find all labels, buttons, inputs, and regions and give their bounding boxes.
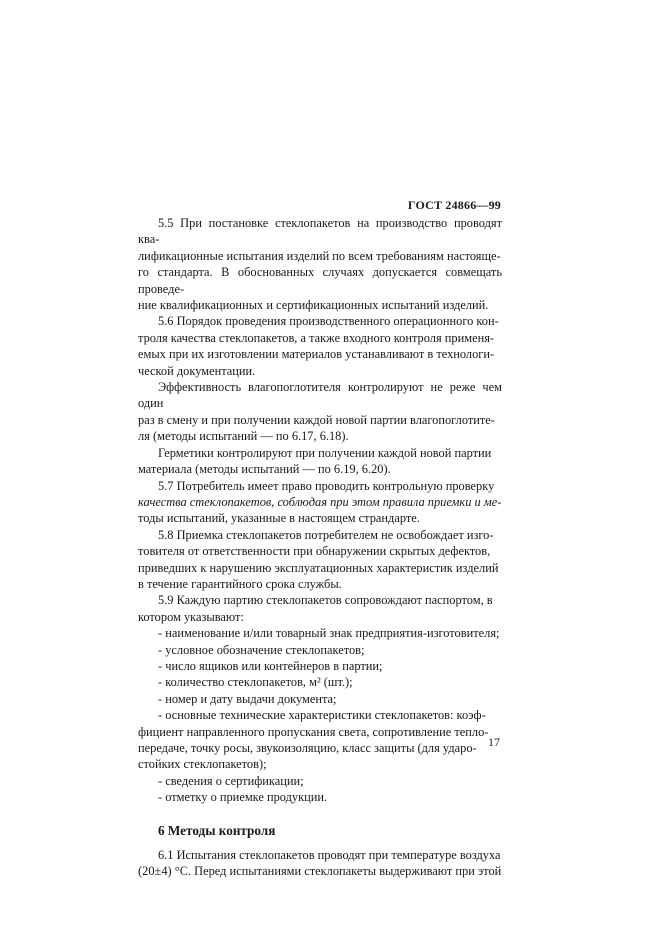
list-item: - условное обозначение стеклопакетов; (158, 642, 365, 657)
paragraph-6-1: 6.1 Испытания стеклопакетов проводят при температуре воздуха (20±4) °С. Перед испытаниями стеклопакеты выдерживают при этой (138, 847, 502, 879)
document-body (138, 215, 502, 879)
paragraph-5-8: 5.8 Приемка стеклопакетов потребителем не освобождает изго- товителя от ответственности при обнаружении скрытых дефектов, приведших к нарушению эксплуатационных характеристик изделий в течение гарантийного срока службы. (138, 527, 499, 591)
list-item: - количество стеклопакетов, м² (шт.); (158, 675, 353, 690)
paragraph-5-6: 5.6 Порядок проведения производственного операционного кон- троля качества стеклопакетов, а также входного контроля применя- емых при их изготовлении материалов устанавливают в технологи- ческой документации. (138, 314, 499, 378)
section-heading: 6 Методы контроля (158, 822, 276, 838)
page-number: 17 (488, 735, 500, 749)
document-header: ГОСТ 24866—99 (407, 198, 501, 212)
paragraph-sealants: Герметики контролируют при получении каждой новой партии материала (методы испытаний — по 6.19, 6.20). (138, 445, 492, 477)
passport-items-list (138, 625, 502, 805)
paragraph-5-5: 5.5 При постановке стеклопакетов на производство проводят ква- лификационные испытания изделий по всем требованиям настояще- го стандарта. В обоснованных случаях допускается совмещать проведе- ние квалификационных и сертификационных испытаний изделий. (138, 216, 502, 313)
paragraph-5-7 (138, 478, 502, 527)
paragraph-5-9: 5.9 Каждую партию стеклопакетов сопровождают паспортом, в котором указывают: (138, 593, 493, 624)
list-item: - номер и дату выдачи документа; (158, 691, 337, 706)
list-item: - наименование и/или товарный знак предприятия-изготовителя; (158, 626, 500, 641)
list-item: - отметку о приемке продукции. (158, 790, 328, 805)
list-item: - сведения о сертификации; (158, 773, 304, 788)
paragraph-5-7-italic: качества стеклопакетов, соблюдая при этом правила приемки и ме- (138, 494, 502, 509)
paragraph-desiccant: Эффективность влагопоглотителя контролируют не реже чем один раз в смену и при получении каждой новой партии влагопоглотите- ля (методы испытаний — по 6.17, 6.18). (138, 380, 502, 444)
paragraph-5-7-part-c: тоды испытаний, указанные в настоящем страндарте. (138, 511, 420, 526)
paragraph-5-7-part-a: 5.7 Потребитель имеет право проводить контрольную проверку (158, 478, 495, 493)
list-item: - основные технические характеристики стеклопакетов: коэф- фициент направленного пропускания света, сопротивление тепло- передаче, точку росы, звукоизоляцию, класс защиты (для ударо- стойких стеклопакетов); (138, 708, 489, 772)
list-item: - число ящиков или контейнеров в партии; (158, 658, 383, 673)
